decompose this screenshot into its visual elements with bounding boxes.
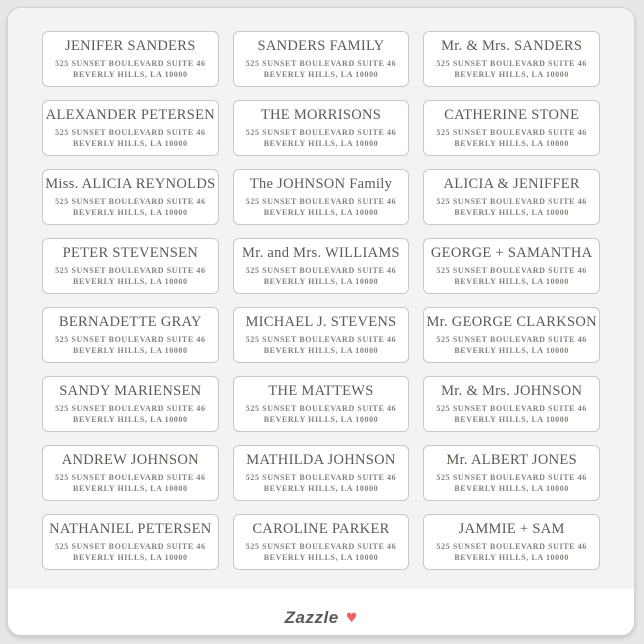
label-address-line1: 525 SUNSET BOULEVARD SUITE 46: [245, 472, 397, 482]
label-address-line1: 525 SUNSET BOULEVARD SUITE 46: [245, 265, 397, 275]
label-address-line2: BEVERLY HILLS, LA 10000: [73, 483, 188, 493]
address-label: [233, 445, 410, 501]
label-address-line1: 525 SUNSET BOULEVARD SUITE 46: [245, 58, 397, 68]
address-label: [233, 376, 410, 432]
address-label: [42, 307, 219, 363]
address-label: [42, 169, 219, 225]
address-label: [42, 514, 219, 570]
address-label: [233, 514, 410, 570]
label-address-line2: BEVERLY HILLS, LA 10000: [73, 414, 188, 424]
brand-footer: [8, 589, 634, 635]
label-name: THE MATTEWS: [268, 382, 374, 399]
label-address-line1: 525 SUNSET BOULEVARD SUITE 46: [55, 334, 206, 344]
label-name: ALEXANDER PETERSEN: [45, 106, 215, 123]
label-name: The JOHNSON Family: [249, 175, 393, 192]
label-name: MICHAEL J. STEVENS: [245, 313, 397, 330]
label-address-line1: 525 SUNSET BOULEVARD SUITE 46: [436, 196, 587, 206]
label-name: PETER STEVENSEN: [62, 244, 199, 261]
address-label: [233, 307, 410, 363]
label-name: JAMMIE + SAM: [458, 520, 565, 537]
label-address-line1: 525 SUNSET BOULEVARD SUITE 46: [55, 196, 206, 206]
label-address-line2: BEVERLY HILLS, LA 10000: [263, 552, 379, 562]
label-name: SANDERS FAMILY: [257, 37, 385, 54]
address-label: [423, 100, 600, 156]
label-address-line1: 525 SUNSET BOULEVARD SUITE 46: [55, 265, 206, 275]
label-address-line1: 525 SUNSET BOULEVARD SUITE 46: [436, 127, 587, 137]
label-grid-area: [8, 8, 634, 589]
label-address-line1: 525 SUNSET BOULEVARD SUITE 46: [55, 127, 206, 137]
label-address-line2: BEVERLY HILLS, LA 10000: [454, 552, 569, 562]
label-address-line2: BEVERLY HILLS, LA 10000: [73, 207, 188, 217]
label-address-line1: 525 SUNSET BOULEVARD SUITE 46: [436, 334, 587, 344]
label-address-line1: 525 SUNSET BOULEVARD SUITE 46: [245, 541, 397, 551]
label-address-line2: BEVERLY HILLS, LA 10000: [454, 276, 569, 286]
label-address-line1: 525 SUNSET BOULEVARD SUITE 46: [436, 472, 587, 482]
address-label: [423, 376, 600, 432]
label-address-line1: 525 SUNSET BOULEVARD SUITE 46: [245, 403, 397, 413]
label-name: Mr. & Mrs. SANDERS: [441, 37, 583, 54]
label-address-line2: BEVERLY HILLS, LA 10000: [73, 69, 188, 79]
address-label: [233, 100, 410, 156]
zazzle-logo: Zazzle: [284, 608, 339, 627]
address-label: [423, 31, 600, 87]
label-address-line2: BEVERLY HILLS, LA 10000: [454, 414, 569, 424]
address-label: [42, 376, 219, 432]
label-address-line1: 525 SUNSET BOULEVARD SUITE 46: [436, 58, 587, 68]
label-address-line2: BEVERLY HILLS, LA 10000: [454, 207, 569, 217]
label-address-line1: 525 SUNSET BOULEVARD SUITE 46: [55, 541, 206, 551]
label-grid: [42, 31, 600, 570]
label-name: Miss. ALICIA REYNOLDS: [45, 175, 216, 192]
label-address-line2: BEVERLY HILLS, LA 10000: [454, 483, 569, 493]
label-name: MATHILDA JOHNSON: [246, 451, 396, 468]
label-name: Mr. & Mrs. JOHNSON: [441, 382, 583, 399]
label-address-line2: BEVERLY HILLS, LA 10000: [263, 276, 379, 286]
heart-icon: ♥: [345, 610, 358, 626]
label-name: ALICIA & JENIFFER: [443, 175, 580, 192]
label-address-line2: BEVERLY HILLS, LA 10000: [73, 552, 188, 562]
label-address-line2: BEVERLY HILLS, LA 10000: [73, 138, 188, 148]
address-label: [423, 169, 600, 225]
label-address-line1: 525 SUNSET BOULEVARD SUITE 46: [245, 334, 397, 344]
label-address-line2: BEVERLY HILLS, LA 10000: [263, 207, 379, 217]
address-label: [423, 307, 600, 363]
address-label: [423, 514, 600, 570]
label-name: SANDY MARIENSEN: [59, 382, 202, 399]
label-address-line1: 525 SUNSET BOULEVARD SUITE 46: [55, 403, 206, 413]
label-name: CATHERINE STONE: [444, 106, 580, 123]
label-name: JENIFER SANDERS: [65, 37, 196, 54]
label-address-line1: 525 SUNSET BOULEVARD SUITE 46: [436, 541, 587, 551]
label-address-line1: 525 SUNSET BOULEVARD SUITE 46: [55, 472, 206, 482]
label-name: THE MORRISONS: [260, 106, 382, 123]
label-address-line2: BEVERLY HILLS, LA 10000: [263, 414, 379, 424]
label-name: Mr. ALBERT JONES: [446, 451, 577, 468]
label-address-line2: BEVERLY HILLS, LA 10000: [73, 276, 188, 286]
label-address-line2: BEVERLY HILLS, LA 10000: [454, 69, 569, 79]
label-name: BERNADETTE GRAY: [58, 313, 202, 330]
label-address-line2: BEVERLY HILLS, LA 10000: [454, 345, 569, 355]
label-address-line1: 525 SUNSET BOULEVARD SUITE 46: [436, 265, 587, 275]
label-address-line1: 525 SUNSET BOULEVARD SUITE 46: [245, 196, 397, 206]
label-address-line2: BEVERLY HILLS, LA 10000: [454, 138, 569, 148]
label-address-line1: 525 SUNSET BOULEVARD SUITE 46: [55, 58, 206, 68]
label-address-line2: BEVERLY HILLS, LA 10000: [73, 345, 188, 355]
address-label: [42, 445, 219, 501]
address-label: [233, 31, 410, 87]
label-name: Mr. GEORGE CLARKSON: [426, 313, 597, 330]
address-label: [423, 238, 600, 294]
label-address-line1: 525 SUNSET BOULEVARD SUITE 46: [245, 127, 397, 137]
label-name: NATHANIEL PETERSEN: [49, 520, 212, 537]
label-name: GEORGE + SAMANTHA: [430, 244, 593, 261]
address-label: [233, 169, 410, 225]
label-address-line2: BEVERLY HILLS, LA 10000: [263, 138, 379, 148]
label-address-line2: BEVERLY HILLS, LA 10000: [263, 69, 379, 79]
label-address-line2: BEVERLY HILLS, LA 10000: [263, 345, 379, 355]
label-name: ANDREW JOHNSON: [61, 451, 199, 468]
label-name: CAROLINE PARKER: [252, 520, 390, 537]
sticker-sheet: [7, 7, 635, 636]
label-address-line1: 525 SUNSET BOULEVARD SUITE 46: [436, 403, 587, 413]
address-label: [423, 445, 600, 501]
address-label: [42, 31, 219, 87]
label-address-line2: BEVERLY HILLS, LA 10000: [263, 483, 379, 493]
address-label: [42, 238, 219, 294]
address-label: [42, 100, 219, 156]
address-label: [233, 238, 410, 294]
label-name: Mr. and Mrs. WILLIAMS: [242, 244, 400, 261]
